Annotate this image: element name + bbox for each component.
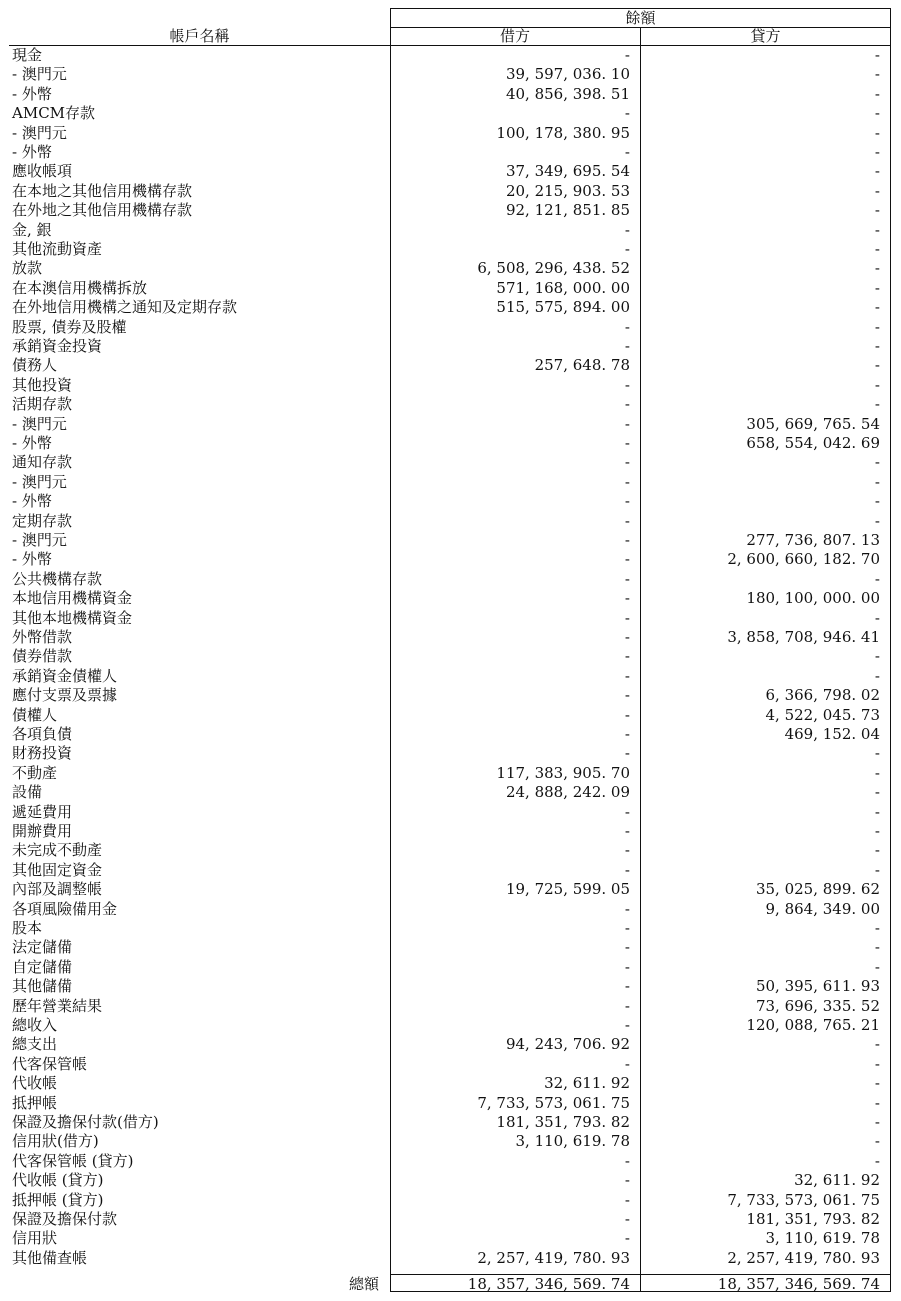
table-row [9, 201, 891, 220]
table-row [9, 65, 891, 84]
credit-amount-cell: - [874, 1074, 880, 1093]
account-name-cell: 放款 [12, 259, 43, 278]
debit-amount-cell: - [624, 589, 630, 608]
account-name-cell: 不動產 [12, 763, 58, 782]
account-name-cell: 歷年營業結果 [12, 996, 103, 1015]
table-row [9, 1113, 891, 1132]
table-row [9, 803, 891, 822]
debit-amount-cell: - [624, 725, 630, 743]
table-row [9, 609, 891, 628]
trial-balance-table [9, 8, 891, 1292]
debit-amount-cell: - [624, 220, 630, 239]
credit-amount-cell: 2, 257, 419, 780. 93 [727, 1248, 880, 1267]
credit-amount-cell: 305, 669, 765. 54 [746, 414, 880, 433]
debit-amount-cell: - [624, 143, 630, 161]
table-row [9, 473, 891, 492]
credit-amount-cell: - [874, 492, 880, 511]
credit-amount-cell: - [874, 666, 880, 685]
account-name-cell: 抵押帳 [12, 1093, 58, 1112]
credit-amount-cell: 181, 351, 793. 82 [746, 1210, 880, 1228]
table-row [9, 512, 891, 531]
account-name-cell: 信用狀 [12, 1229, 58, 1248]
table-row [9, 453, 891, 472]
debit-amount-cell: 19, 725, 599. 05 [505, 880, 630, 899]
account-name-cell: - 澳門元 [12, 472, 67, 491]
credit-amount-cell: - [874, 104, 880, 123]
table-row [9, 298, 891, 317]
table-row [9, 1055, 891, 1074]
debit-amount-cell: - [624, 104, 630, 123]
debit-amount-cell: - [624, 822, 630, 840]
debit-amount-cell: - [624, 1229, 630, 1248]
debit-amount-cell: 3, 110, 619. 78 [515, 1132, 630, 1151]
account-name-cell: 設備 [12, 783, 43, 802]
debit-amount-cell: 92, 121, 851. 85 [505, 201, 630, 220]
account-name-cell: 法定儲備 [12, 938, 73, 957]
debit-amount-cell: 571, 168, 000. 00 [496, 278, 630, 297]
table-row [9, 492, 891, 511]
account-name-cell: 代客保管帳 (貸方) [12, 1151, 134, 1170]
table-row [9, 143, 891, 162]
table-row [9, 744, 891, 763]
debit-amount-cell: 39, 597, 036. 10 [505, 65, 630, 84]
credit-amount-cell: - [874, 802, 880, 821]
account-name-cell: 在本地之其他信用機構存款 [12, 181, 193, 200]
credit-amount-cell: 3, 110, 619. 78 [765, 1229, 880, 1248]
table-row [9, 182, 891, 201]
credit-amount-cell: 32, 611. 92 [794, 1171, 880, 1190]
debit-amount-cell: 94, 243, 706. 92 [505, 1035, 630, 1054]
debit-amount-cell: 40, 856, 398. 51 [505, 84, 630, 103]
account-name-cell: 其他固定資金 [12, 860, 103, 879]
table-row [9, 706, 891, 725]
table-row [9, 997, 891, 1016]
debit-amount-cell: - [624, 240, 630, 258]
debit-amount-cell: - [624, 1171, 630, 1190]
table-row [9, 764, 891, 783]
account-name-cell: - 澳門元 [12, 65, 67, 84]
table-row [9, 589, 891, 608]
account-name-cell: 其他流動資產 [12, 240, 103, 258]
account-name-cell: 債務人 [12, 356, 58, 375]
debit-amount-cell: - [624, 1054, 630, 1073]
table-row [9, 977, 891, 996]
account-name-cell: - 外幣 [12, 492, 52, 511]
credit-amount-cell: - [874, 1093, 880, 1112]
table-row [9, 1016, 891, 1035]
debit-amount-cell: - [624, 705, 630, 724]
credit-amount-cell: - [874, 1035, 880, 1054]
debit-amount-cell: 515, 575, 894. 00 [496, 298, 630, 317]
account-name-cell: 在本澳信用機構拆放 [12, 278, 148, 297]
table-row [9, 900, 891, 919]
credit-amount-cell: - [874, 356, 880, 375]
account-name-cell: 開辦費用 [12, 822, 73, 840]
account-name-cell: 通知存款 [12, 453, 73, 472]
table-row [9, 259, 891, 278]
table-row [9, 841, 891, 860]
debit-amount-cell: 7, 733, 573, 061. 75 [477, 1093, 630, 1112]
balance-header: 餘額 [625, 9, 656, 27]
account-name-cell: 公共機構存款 [12, 569, 103, 588]
credit-amount-cell: 9, 864, 349. 00 [765, 899, 880, 918]
debit-amount-cell: - [624, 569, 630, 588]
debit-amount-cell: - [624, 996, 630, 1015]
debit-amount-cell: - [624, 550, 630, 569]
account-name-cell: 承銷資金投資 [12, 337, 103, 355]
credit-amount-cell: - [874, 337, 880, 355]
table-row [9, 822, 891, 841]
table-row [9, 395, 891, 414]
table-row [9, 570, 891, 589]
table-row [9, 221, 891, 240]
account-name-cell: 代收帳 [12, 1074, 58, 1093]
debit-amount-cell: - [624, 1151, 630, 1170]
account-name-cell: 抵押帳 (貸方) [12, 1190, 104, 1209]
account-name-cell: 在外地之其他信用機構存款 [12, 201, 193, 220]
credit-amount-cell: 120, 088, 765. 21 [746, 1016, 880, 1034]
debit-amount-cell: 2, 257, 419, 780. 93 [477, 1248, 630, 1267]
debit-amount-cell: - [624, 395, 630, 414]
account-name-cell: 代收帳 (貸方) [12, 1171, 104, 1190]
table-row [9, 240, 891, 259]
account-name-cell: 債權人 [12, 705, 58, 724]
credit-amount-cell: - [874, 647, 880, 666]
credit-amount-cell: - [874, 763, 880, 782]
table-row [9, 1035, 891, 1054]
credit-amount-cell: - [874, 298, 880, 317]
credit-amount-cell: - [874, 608, 880, 627]
credit-amount-cell: 4, 522, 045. 73 [765, 705, 880, 724]
account-name-cell: 總支出 [12, 1035, 58, 1054]
account-name-cell: 股本 [12, 919, 43, 937]
table-row [9, 880, 891, 899]
account-name-cell: 內部及調整帳 [12, 880, 103, 899]
debit-amount-cell: 117, 383, 905. 70 [496, 763, 630, 782]
table-row [9, 104, 891, 123]
account-name-cell: 承銷資金債權人 [12, 666, 118, 685]
credit-amount-cell: - [874, 569, 880, 588]
debit-amount-cell: - [624, 802, 630, 821]
debit-amount-cell: - [624, 1210, 630, 1228]
debit-amount-cell: 24, 888, 242. 09 [505, 783, 630, 802]
credit-amount-cell: - [874, 453, 880, 472]
account-name-cell: 未完成不動產 [12, 841, 103, 860]
table-row [9, 162, 891, 181]
account-name-cell: 其他本地機構資金 [12, 608, 133, 627]
debit-amount-cell: - [624, 453, 630, 472]
credit-amount-cell: - [874, 938, 880, 957]
account-name-cell: 應付支票及票據 [12, 686, 118, 705]
table-row [9, 1132, 891, 1151]
credit-amount-cell: 469, 152. 04 [784, 725, 880, 743]
debit-amount-cell: - [624, 744, 630, 763]
debit-amount-cell: - [624, 919, 630, 937]
credit-amount-cell: 50, 395, 611. 93 [755, 977, 880, 996]
debit-amount-cell: - [624, 414, 630, 433]
table-row [9, 1171, 891, 1190]
credit-amount-cell: - [874, 181, 880, 200]
debit-amount-cell: - [624, 647, 630, 666]
account-name-cell: 其他投資 [12, 375, 73, 394]
account-name-cell: 總收入 [12, 1016, 58, 1034]
credit-amount-cell: - [874, 783, 880, 802]
credit-amount-cell: - [874, 220, 880, 239]
table-row [9, 1210, 891, 1229]
account-name-cell: 其他儲備 [12, 977, 73, 996]
credit-amount-cell: - [874, 1132, 880, 1151]
debit-amount-cell: - [624, 511, 630, 530]
credit-amount-cell: - [874, 143, 880, 161]
credit-amount-cell: 3, 858, 708, 946. 41 [727, 628, 880, 646]
table-row [9, 531, 891, 550]
table-row [9, 725, 891, 744]
account-name-cell: 遞延費用 [12, 802, 73, 821]
credit-amount-cell: 658, 554, 042. 69 [746, 434, 880, 452]
table-row [9, 550, 891, 569]
credit-amount-cell: - [874, 511, 880, 530]
account-name-cell: 金, 銀 [12, 220, 52, 239]
credit-amount-cell: - [874, 395, 880, 414]
credit-amount-cell: 73, 696, 335. 52 [755, 996, 880, 1015]
table-row [9, 938, 891, 957]
table-row [9, 124, 891, 143]
credit-amount-cell: - [874, 84, 880, 103]
debit-amount-cell: - [624, 1016, 630, 1034]
table-row [9, 337, 891, 356]
credit-amount-cell: 277, 736, 807. 13 [746, 531, 880, 549]
credit-amount-cell: 2, 600, 660, 182. 70 [727, 550, 880, 569]
debit-amount-cell: - [624, 531, 630, 549]
account-name-cell: 各項風險備用金 [12, 899, 118, 918]
table-row [9, 686, 891, 705]
total-label: 總額 [349, 1275, 380, 1293]
debit-amount-cell: - [624, 666, 630, 685]
table-row [9, 434, 891, 453]
debit-amount-cell: 6, 508, 296, 438. 52 [477, 259, 630, 278]
table-row [9, 279, 891, 298]
debit-amount-cell: - [624, 472, 630, 491]
table-row [9, 958, 891, 977]
account-name-cell: 現金 [12, 46, 43, 64]
credit-amount-cell: - [874, 162, 880, 181]
credit-header: 貸方 [750, 27, 781, 45]
credit-amount-cell: - [874, 822, 880, 840]
debit-amount-cell: - [624, 46, 630, 64]
debit-amount-cell: 100, 178, 380. 95 [496, 123, 630, 142]
account-name-cell: 財務投資 [12, 744, 73, 763]
table-row [9, 861, 891, 880]
credit-amount-cell: - [874, 919, 880, 937]
debit-amount-cell: 257, 648. 78 [534, 356, 630, 375]
debit-amount-cell: 32, 611. 92 [544, 1074, 630, 1093]
credit-amount-cell: - [874, 957, 880, 976]
total-debit: 18, 357, 346, 569. 74 [467, 1275, 630, 1293]
debit-amount-cell: - [624, 841, 630, 860]
debit-amount-cell: 20, 215, 903. 53 [505, 181, 630, 200]
debit-amount-cell: - [624, 1190, 630, 1209]
account-name-cell: 其他備查帳 [12, 1248, 88, 1267]
table-row [9, 919, 891, 938]
debit-amount-cell: - [624, 628, 630, 646]
credit-amount-cell: - [874, 201, 880, 220]
credit-amount-cell: 7, 733, 573, 061. 75 [727, 1190, 880, 1209]
account-name-cell: 本地信用機構資金 [12, 589, 133, 608]
debit-amount-cell: - [624, 938, 630, 957]
credit-amount-cell: - [874, 472, 880, 491]
table-row [9, 667, 891, 686]
table-row [9, 85, 891, 104]
debit-amount-cell: - [624, 434, 630, 452]
table-row [9, 415, 891, 434]
credit-amount-cell: - [874, 65, 880, 84]
account-name-cell: - 澳門元 [12, 531, 67, 549]
table-row [9, 46, 891, 65]
account-name-cell: - 澳門元 [12, 123, 67, 142]
credit-amount-cell: - [874, 860, 880, 879]
table-row [9, 1249, 891, 1268]
account-name-cell: 在外地信用機構之通知及定期存款 [12, 298, 238, 317]
account-name-cell: AMCM存款 [12, 104, 96, 123]
table-row [9, 1152, 891, 1171]
credit-amount-cell: - [874, 317, 880, 336]
debit-header: 借方 [499, 27, 530, 45]
account-name-cell: 代客保管帳 [12, 1054, 88, 1073]
credit-amount-cell: - [874, 1151, 880, 1170]
account-name-cell: 信用狀(借方) [12, 1132, 99, 1151]
total-credit: 18, 357, 346, 569. 74 [717, 1275, 880, 1293]
table-row [9, 647, 891, 666]
table-row [9, 356, 891, 375]
credit-amount-cell: - [874, 744, 880, 763]
account-name-cell: - 外幣 [12, 550, 52, 569]
table-row [9, 318, 891, 337]
credit-amount-cell: - [874, 278, 880, 297]
debit-amount-cell: - [624, 492, 630, 511]
account-name-cell: 自定儲備 [12, 957, 73, 976]
account-name-cell: - 外幣 [12, 434, 52, 452]
account-name-cell: 外幣借款 [12, 628, 73, 646]
account-name-cell: 各項負債 [12, 725, 73, 743]
credit-amount-cell: 6, 366, 798. 02 [765, 686, 880, 705]
account-name-cell: 保證及擔保付款 [12, 1210, 118, 1228]
credit-amount-cell: - [874, 259, 880, 278]
table-row [9, 783, 891, 802]
debit-amount-cell: 181, 351, 793. 82 [496, 1113, 630, 1131]
account-name-cell: - 外幣 [12, 143, 52, 161]
credit-amount-cell: - [874, 375, 880, 394]
debit-amount-cell: - [624, 337, 630, 355]
debit-amount-cell: - [624, 608, 630, 627]
table-row [9, 1094, 891, 1113]
table-row [9, 1191, 891, 1210]
table-row [9, 376, 891, 395]
credit-amount-cell: - [874, 240, 880, 258]
credit-amount-cell: - [874, 123, 880, 142]
credit-amount-cell: - [874, 1113, 880, 1131]
debit-amount-cell: - [624, 957, 630, 976]
debit-amount-cell: - [624, 686, 630, 705]
table-row [9, 628, 891, 647]
account-name-cell: 定期存款 [12, 511, 73, 530]
debit-amount-cell: - [624, 375, 630, 394]
account-name-header: 帳戶名稱 [169, 27, 230, 45]
account-name-cell: 應收帳項 [12, 162, 73, 181]
debit-amount-cell: - [624, 899, 630, 918]
account-name-cell: - 澳門元 [12, 414, 67, 433]
debit-amount-cell: - [624, 860, 630, 879]
credit-amount-cell: - [874, 1054, 880, 1073]
account-name-cell: 保證及擔保付款(借方) [12, 1113, 159, 1131]
credit-amount-cell: - [874, 841, 880, 860]
credit-amount-cell: 180, 100, 000. 00 [746, 589, 880, 608]
table-row [9, 1229, 891, 1248]
debit-amount-cell: - [624, 317, 630, 336]
credit-amount-cell: - [874, 46, 880, 64]
account-name-cell: 債券借款 [12, 647, 73, 666]
account-name-cell: - 外幣 [12, 84, 52, 103]
credit-amount-cell: 35, 025, 899. 62 [755, 880, 880, 899]
account-name-cell: 股票, 債券及股權 [12, 317, 127, 336]
debit-amount-cell: - [624, 977, 630, 996]
account-name-cell: 活期存款 [12, 395, 73, 414]
table-row [9, 1074, 891, 1093]
debit-amount-cell: 37, 349, 695. 54 [505, 162, 630, 181]
